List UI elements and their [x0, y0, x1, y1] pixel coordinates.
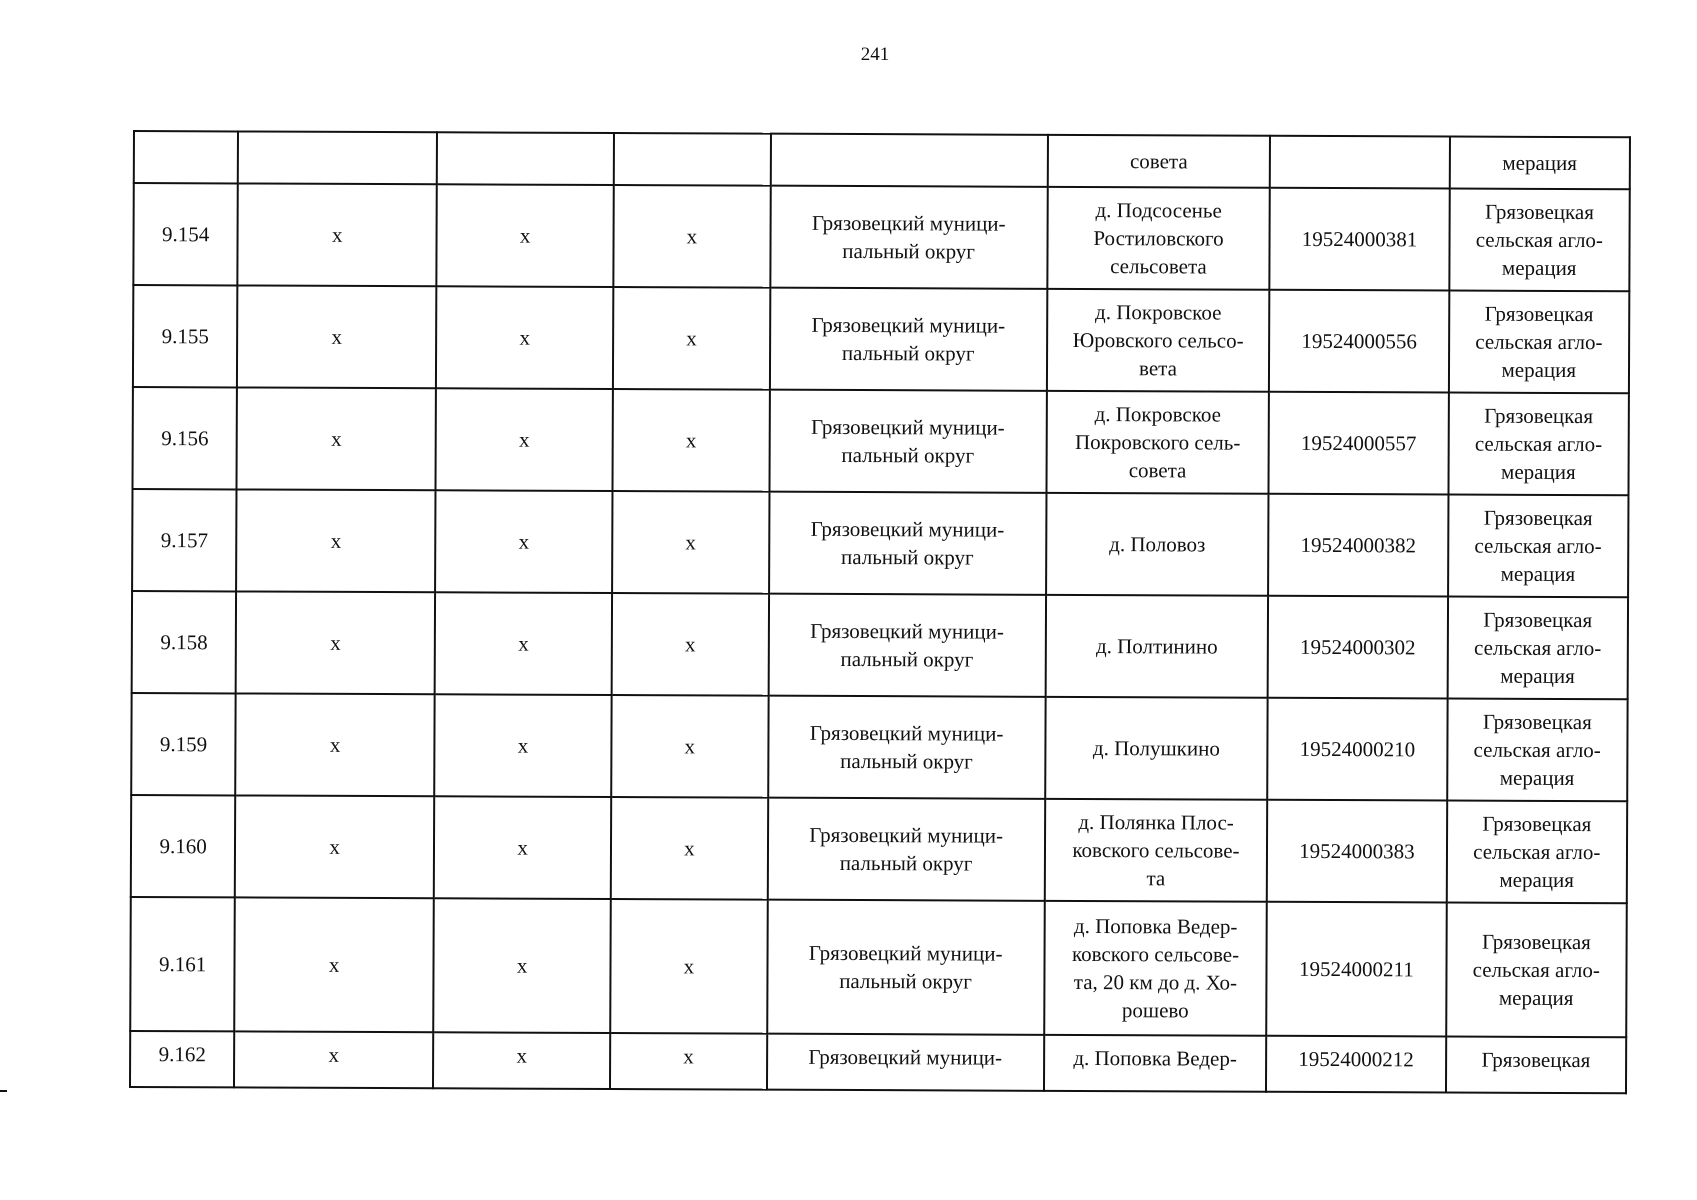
cell-settlement-line: д. Поповка Ведер- [1073, 1045, 1237, 1071]
cell-settlement [1044, 901, 1267, 1036]
table-row [133, 285, 1629, 393]
cell-settlement [1044, 799, 1267, 902]
cell-code: 19524000556 [1269, 290, 1449, 393]
cell-number: 9.155 [133, 285, 238, 387]
table-row [130, 1031, 1626, 1093]
cell-district-line: пальный округ [840, 748, 973, 774]
settlements-table [129, 130, 1631, 1094]
cell-agglomeration-line: мерация [1501, 255, 1577, 281]
cell-settlement-line: сельсовета [1110, 254, 1207, 279]
cell-col2 [238, 131, 437, 184]
cell-col4: х [611, 695, 768, 798]
cell-col2: х [236, 489, 435, 592]
cell-district-line: пальный округ [839, 968, 972, 994]
cell-settlement [1045, 595, 1268, 698]
cell-district [767, 798, 1044, 901]
cell-settlement-line: ковского сельсове- [1072, 837, 1240, 863]
cell-number: 9.161 [130, 897, 235, 1031]
cell-number: 9.160 [131, 795, 236, 897]
cell-district-line: Грязовецкий муници- [808, 1044, 1003, 1070]
cell-number: 9.159 [131, 693, 236, 795]
cell-agglomeration-line: Грязовецкая [1483, 505, 1593, 531]
cell-col2: х [235, 693, 434, 796]
cell-col2: х [234, 1031, 433, 1088]
cell-agglomeration-line: сельская агло- [1474, 431, 1603, 457]
cell-settlement [1046, 391, 1269, 494]
cell-settlement: совета [1047, 135, 1270, 188]
cell-number: 9.156 [132, 387, 237, 489]
cell-settlement-line: ковского сельсове- [1071, 941, 1240, 967]
cell-agglomeration-line: мерация [1500, 663, 1575, 689]
cell-agglomeration-line: сельская агло- [1473, 635, 1602, 661]
cell-col2: х [238, 183, 437, 286]
cell-district-line: Грязовецкий муници- [810, 516, 1005, 542]
continuation-row [134, 131, 1630, 189]
cell-col3: х [434, 694, 612, 797]
cell-col3: х [435, 490, 613, 593]
cell-district [767, 900, 1045, 1035]
cell-agglomeration-line: Грязовецкая [1481, 1047, 1591, 1073]
cell-code: 19524000383 [1267, 800, 1447, 903]
cell-agglomeration [1446, 903, 1627, 1038]
cell-agglomeration-line: Грязовецкая [1484, 199, 1594, 225]
table-container [129, 130, 1631, 1094]
cell-code: 19524000302 [1268, 596, 1448, 699]
cell-col4: х [610, 1033, 767, 1090]
cell-col3: х [436, 184, 614, 287]
cell-agglomeration [1449, 189, 1630, 292]
cell-district-line: пальный округ [842, 238, 976, 264]
cell-district [767, 1034, 1044, 1091]
cell-district-line: Грязовецкий муници- [811, 210, 1006, 236]
cell-number: 9.157 [132, 489, 237, 591]
cell-agglomeration [1448, 495, 1629, 598]
cell-district [768, 594, 1045, 697]
cell-district-line: пальный округ [840, 544, 974, 570]
table-row [131, 795, 1627, 903]
cell-agglomeration [1446, 801, 1627, 904]
cell-settlement-line: д. Покровское [1094, 300, 1222, 325]
cell-agglomeration [1447, 699, 1628, 802]
cell-col4: х [610, 899, 767, 1034]
cell-district [769, 390, 1046, 493]
cell-settlement-line: д. Полтинино [1095, 634, 1218, 659]
page-number: 241 [860, 44, 890, 65]
cell-code [1270, 136, 1449, 189]
cell-district [769, 492, 1046, 595]
cell-settlement-line: д. Половоз [1109, 532, 1206, 557]
cell-settlement-line: д. Поповка Ведер- [1073, 913, 1238, 939]
cell-district-line: пальный округ [841, 340, 975, 366]
cell-district-line: Грязовецкий муници- [810, 618, 1004, 644]
cell-district-line: пальный округ [840, 646, 974, 672]
cell-agglomeration-line: мерация [1501, 459, 1576, 485]
table-row [132, 591, 1628, 699]
cell-number: 9.162 [130, 1031, 235, 1087]
cell-agglomeration-line: сельская агло- [1475, 329, 1603, 355]
cell-agglomeration-line: мерация [1501, 357, 1577, 383]
table-body [130, 131, 1630, 1093]
cell-agglomeration-line: сельская агло- [1473, 737, 1601, 763]
cell-settlement-line: д. Покровское [1094, 402, 1222, 427]
margin-mark [0, 1090, 7, 1092]
cell-settlement-line: д. Полушкино [1092, 736, 1220, 761]
cell-settlement-line: та, 20 км до д. Хо- [1073, 969, 1238, 995]
cell-district-line: пальный округ [841, 442, 975, 468]
cell-settlement-line: совета [1128, 458, 1187, 483]
cell-agglomeration-line: сельская агло- [1473, 839, 1601, 865]
cell-col4: х [612, 593, 769, 696]
cell-code: 19524000557 [1269, 392, 1449, 495]
cell-col4: х [614, 185, 771, 288]
cell-agglomeration-line: сельская агло- [1472, 957, 1600, 983]
cell-district [770, 134, 1047, 187]
cell-settlement-line: Ростиловского [1093, 226, 1224, 251]
cell-col3: х [436, 388, 614, 491]
cell-district-line: Грязовецкий муници- [808, 940, 1003, 966]
cell-code: 19524000211 [1267, 902, 1447, 1037]
cell-district-line: Грязовецкий муници- [809, 822, 1004, 848]
cell-settlement [1045, 697, 1268, 800]
cell-code: 19524000210 [1268, 698, 1448, 801]
cell-col4: х [611, 797, 768, 900]
cell-code: 19524000382 [1268, 494, 1448, 597]
cell-settlement-line: рошево [1121, 998, 1189, 1023]
cell-settlement-line: д. Подсосенье [1095, 198, 1222, 223]
cell-number: 9.158 [132, 591, 237, 693]
cell-col3: х [433, 898, 611, 1033]
cell-agglomeration-line: мерация [1499, 765, 1575, 791]
cell-agglomeration [1447, 597, 1628, 700]
cell-agglomeration-line: мерация [1500, 561, 1576, 587]
cell-district [770, 288, 1047, 391]
cell-settlement-line: д. Полянка Плос- [1078, 809, 1234, 835]
cell-agglomeration-line: мерация [1499, 867, 1574, 893]
cell-district [768, 696, 1045, 799]
cell-district-line: Грязовецкий муници- [809, 720, 1004, 746]
cell-district-line: Грязовецкий муници- [810, 414, 1005, 440]
cell-col4: х [613, 389, 770, 492]
cell-settlement-line: Юровского сельсо- [1072, 327, 1244, 353]
cell-settlement-line: вета [1139, 356, 1177, 381]
cell-district-line: Грязовецкий муници- [811, 312, 1006, 338]
cell-col2: х [235, 897, 434, 1032]
table-row [131, 693, 1627, 801]
cell-agglomeration-line: Грязовецкая [1483, 607, 1593, 633]
cell-agglomeration-line: сельская агло- [1474, 533, 1602, 559]
cell-col4: х [613, 287, 770, 390]
table-row [132, 387, 1628, 495]
cell-settlement [1046, 493, 1269, 596]
cell-col3: х [435, 592, 613, 695]
table-row [132, 489, 1628, 597]
cell-col3: х [434, 796, 612, 899]
cell-settlement [1044, 1035, 1267, 1092]
cell-agglomeration-line: Грязовецкая [1482, 811, 1592, 837]
cell-agglomeration-line: Грязовецкая [1484, 403, 1594, 429]
cell-agglomeration-line: мерация [1498, 985, 1574, 1011]
cell-col3: х [433, 1032, 610, 1089]
cell-col3: х [436, 286, 614, 389]
cell-col3 [437, 132, 614, 185]
cell-col4: х [612, 491, 769, 594]
cell-district [770, 186, 1047, 289]
cell-col2: х [237, 387, 436, 490]
cell-agglomeration: мерация [1449, 137, 1630, 190]
table-row [130, 897, 1627, 1037]
cell-settlement-line: та [1146, 866, 1166, 891]
cell-settlement-line: Покровского сель- [1074, 429, 1241, 455]
cell-agglomeration-line: Грязовецкая [1484, 301, 1594, 327]
cell-agglomeration-line: сельская агло- [1475, 227, 1604, 253]
cell-col2: х [236, 591, 435, 694]
cell-col4 [614, 133, 771, 186]
cell-agglomeration [1446, 1037, 1627, 1094]
cell-district-line: пальный округ [839, 850, 973, 876]
cell-code: 19524000212 [1266, 1036, 1445, 1093]
cell-col2: х [235, 795, 434, 898]
cell-agglomeration-line: Грязовецкая [1482, 709, 1592, 735]
cell-agglomeration [1448, 393, 1629, 496]
cell-code: 19524000381 [1270, 188, 1450, 291]
table-row [133, 183, 1629, 291]
cell-number [134, 131, 238, 183]
cell-settlement [1047, 289, 1270, 392]
cell-agglomeration-line: Грязовецкая [1481, 929, 1591, 955]
cell-number: 9.154 [133, 183, 238, 285]
cell-settlement [1047, 187, 1270, 290]
cell-col2: х [237, 285, 436, 388]
cell-agglomeration [1449, 291, 1630, 394]
